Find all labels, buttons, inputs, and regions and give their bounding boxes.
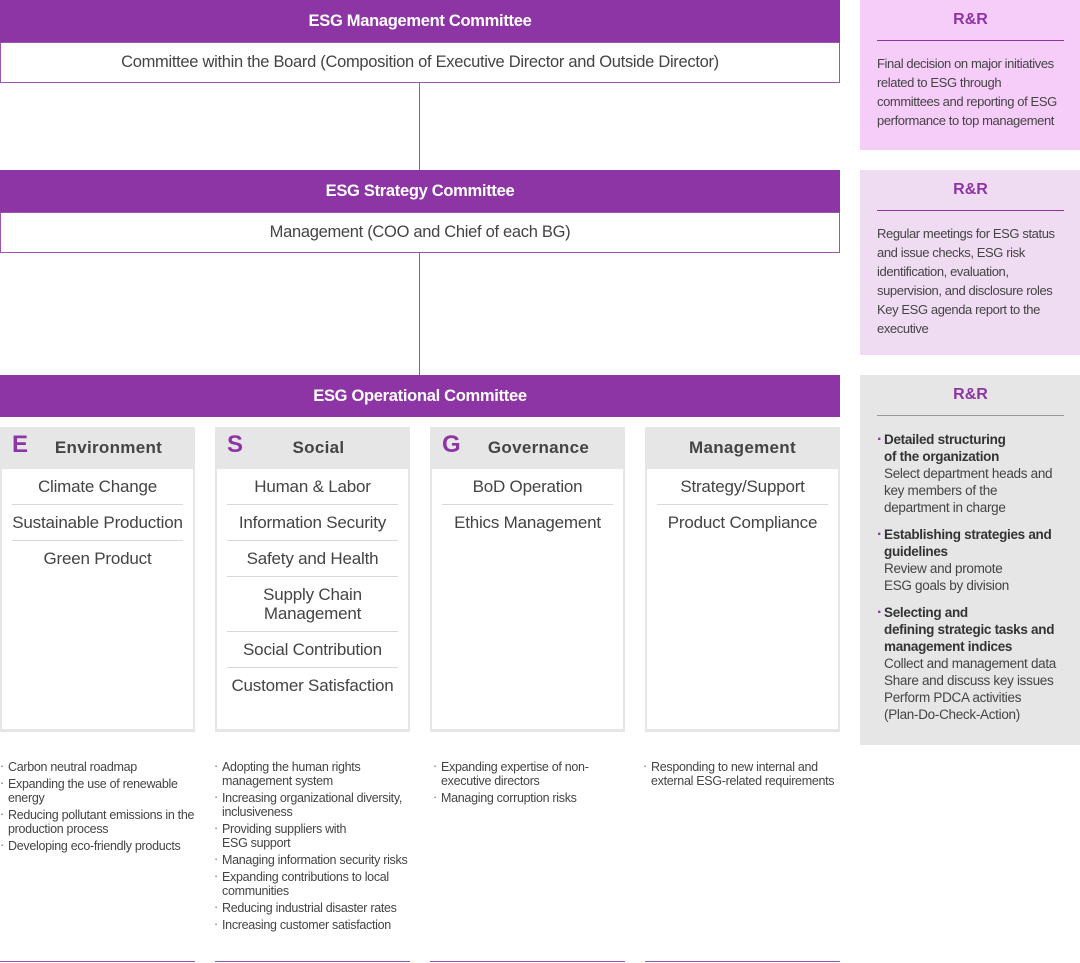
management-committee-subtitle: Committee within the Board (Composition of Executive Director and Outside Director): [0, 42, 840, 83]
column-item: Green Product: [43, 549, 152, 568]
column-body: [432, 469, 623, 729]
column-divider: [645, 961, 840, 962]
column-item: Sustainable Production: [12, 505, 183, 541]
rr-title: R&R: [877, 170, 1064, 211]
column-header: [432, 427, 623, 469]
column-item: BoD Operation: [442, 469, 613, 505]
environment-bullets: [0, 760, 195, 856]
column-letter: E: [12, 431, 29, 458]
column-item: Ethics Management: [454, 513, 601, 532]
column-letter: G: [442, 431, 461, 458]
column-divider: [0, 961, 195, 962]
column-item: Product Compliance: [667, 513, 818, 532]
column-body: [2, 469, 193, 729]
column-item: Social Contribution: [227, 632, 398, 668]
column-body: [217, 469, 408, 729]
rr-item-body: Collect and management data Share and discuss key issues Perform PDCA activities (Plan-Do-Check-Action): [884, 656, 1057, 722]
column-letter: S: [227, 431, 244, 458]
rr-text: Regular meetings for ESG status and issue checks, ESG risk identification, evaluation, supervision, and disclosure roles Key ESG agenda report to the executive: [877, 226, 1055, 336]
column-item: Information Security: [227, 505, 398, 541]
column-title: Social: [292, 438, 345, 457]
column-item: Supply Chain Management: [227, 577, 398, 632]
social-bullets: [214, 760, 414, 935]
column-item: Climate Change: [12, 469, 183, 505]
rr-item-head: Establishing strategies and guidelines: [884, 527, 1052, 559]
bullet-dot-icon: ·: [877, 604, 883, 621]
bullet-item: · Increasing organizational diversity, inclusiveness: [214, 791, 414, 819]
column-divider: [430, 961, 625, 962]
column-title: Governance: [487, 438, 590, 457]
column-header: [2, 427, 193, 469]
column-governance: [430, 427, 625, 732]
bullet-dot-icon: ·: [877, 526, 883, 543]
bullet-dot-icon: ·: [877, 431, 883, 448]
rr-panel-operational: [860, 375, 1080, 745]
strategy-committee-title: ESG Strategy Committee: [0, 170, 840, 212]
rr-item-body: Select department heads and key members of the department in charge: [884, 466, 1053, 515]
column-social: [215, 427, 410, 732]
rr-panel-strategy: [860, 170, 1080, 355]
rr-text: Final decision on major initiatives related to ESG through committees and reporting of ESG performance to top management: [877, 56, 1057, 128]
connector-line: [419, 253, 420, 375]
bullet-item: · Expanding contributions to local communities: [214, 870, 414, 898]
column-management: [645, 427, 840, 732]
bullet-item: · Carbon neutral roadmap: [0, 760, 195, 774]
column-environment: [0, 427, 195, 732]
bullet-item: · Developing eco-friendly products: [0, 839, 195, 853]
management-committee-title: ESG Management Committee: [0, 0, 840, 42]
rr-item: [877, 526, 1064, 594]
rr-item-head: Detailed structuring of the organization: [884, 432, 1006, 464]
column-item: Customer Satisfaction: [231, 676, 394, 695]
bullet-item: · Reducing industrial disaster rates: [214, 901, 414, 915]
column-item: Strategy/Support: [657, 469, 828, 505]
column-header: [647, 427, 838, 469]
column-title: Environment: [54, 438, 163, 457]
rr-title: R&R: [877, 0, 1064, 41]
column-header: [217, 427, 408, 469]
rr-title: R&R: [877, 375, 1064, 416]
column-divider: [215, 961, 410, 962]
rr-item-head: Selecting and defining strategic tasks and management indices: [884, 605, 1055, 654]
bullet-item: · Responding to new internal and external ESG-related requirements: [643, 760, 841, 788]
management-bullets: [643, 760, 841, 791]
bullet-item: · Managing information security risks: [214, 853, 414, 867]
bullet-item: · Providing suppliers with ESG support: [214, 822, 414, 850]
bullet-item: · Reducing pollutant emissions in the production process: [0, 808, 195, 836]
operational-committee-title: ESG Operational Committee: [0, 375, 840, 417]
column-body: [647, 469, 838, 729]
rr-item-body: Review and promote ESG goals by division: [884, 561, 1010, 593]
rr-item: [877, 431, 1064, 516]
column-item: Safety and Health: [227, 541, 398, 577]
column-title: Management: [689, 438, 796, 457]
rr-panel-management: [860, 0, 1080, 150]
governance-bullets: [433, 760, 593, 808]
bullet-item: · Expanding expertise of non-executive directors: [433, 760, 593, 788]
strategy-committee-subtitle: Management (COO and Chief of each BG): [0, 212, 840, 253]
column-item: Human & Labor: [227, 469, 398, 505]
connector-line: [419, 83, 420, 170]
bullet-item: · Increasing customer satisfaction: [214, 918, 414, 932]
bullet-item: · Managing corruption risks: [433, 791, 593, 805]
bullet-item: · Expanding the use of renewable energy: [0, 777, 195, 805]
bullet-item: · Adopting the human rights management system: [214, 760, 414, 788]
rr-item: [877, 604, 1064, 723]
